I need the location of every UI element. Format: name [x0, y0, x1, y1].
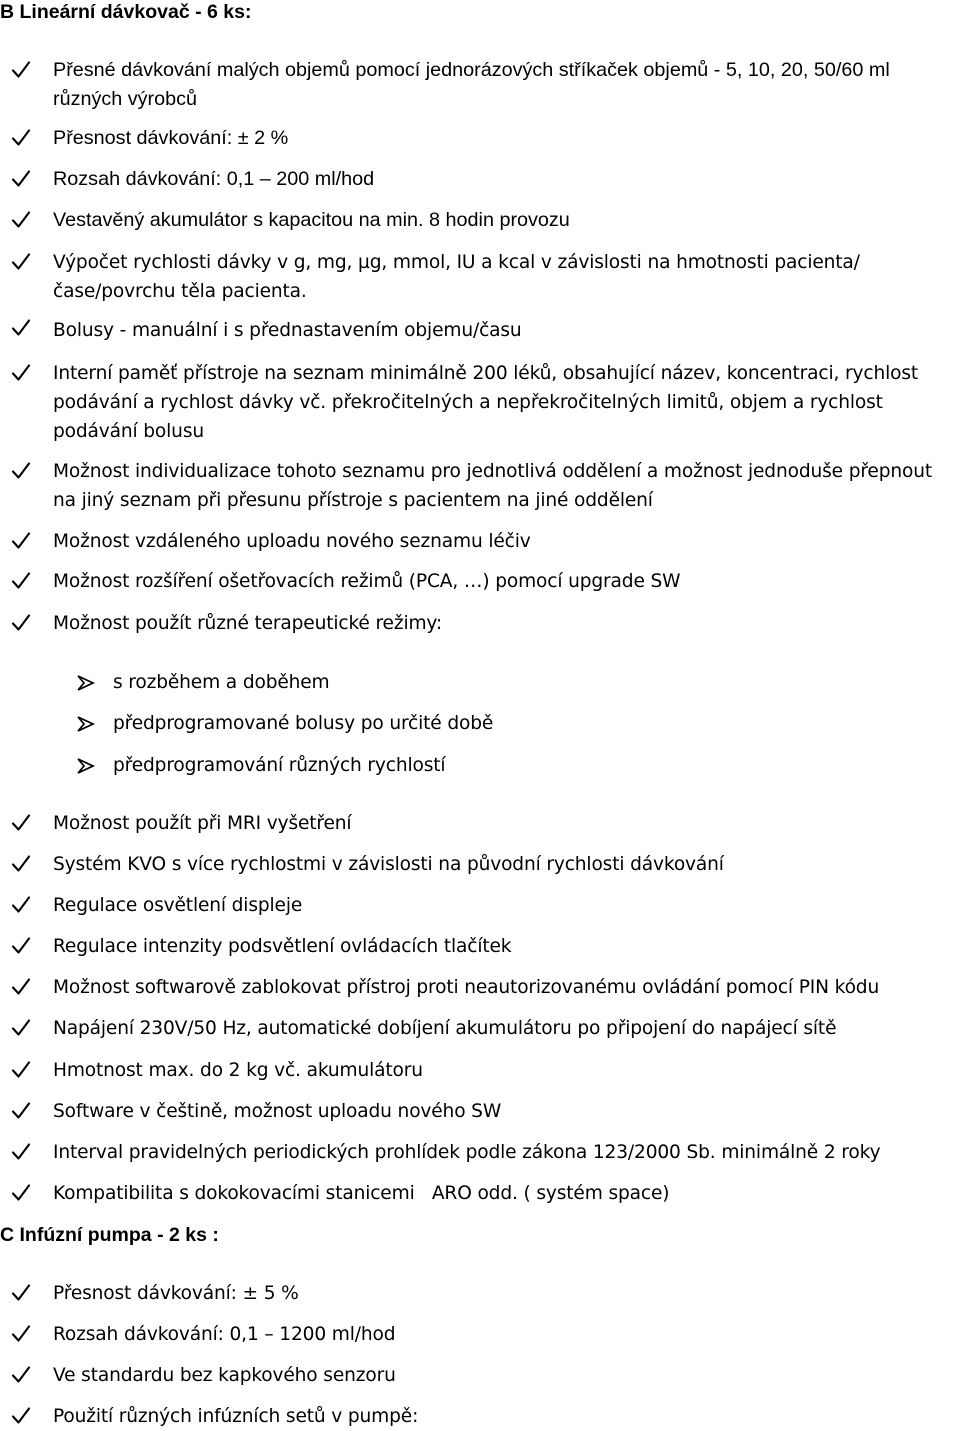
check-mark-icon [10, 976, 32, 998]
check-mark-icon [10, 168, 32, 190]
list-item-text: Software v češtině, možnost uploadu nového SW [53, 1101, 502, 1122]
check-mark-icon [10, 1059, 32, 1081]
check-mark-icon [10, 812, 32, 834]
list-item-text: Vestavěný akumulátor s kapacitou na min. 8 hodin provozu [53, 209, 570, 231]
sub-list-item-text: předprogramované bolusy po určité době [113, 713, 494, 734]
list-item-text: Kompatibilita s dokokovacími stanicemi ARO odd. ( systém space) [53, 1183, 670, 1204]
check-mark-icon [10, 1182, 32, 1204]
sub-list-item-text: předprogramování různých rychlostí [113, 755, 446, 776]
check-mark-icon [10, 894, 32, 916]
list-item-text: Rozsah dávkování: 0,1 – 200 ml/hod [53, 168, 375, 190]
check-mark-icon [10, 460, 32, 482]
check-mark-icon [10, 612, 32, 634]
check-mark-icon [10, 853, 32, 875]
arrow-bullet-icon [75, 672, 97, 694]
list-item-text: Rozsah dávkování: 0,1 – 1200 ml/hod [53, 1324, 396, 1345]
list-item-text: Přesnost dávkování: ± 2 % [53, 127, 289, 149]
check-mark-icon [10, 127, 32, 149]
check-mark-icon [10, 251, 32, 273]
check-mark-icon [10, 1100, 32, 1122]
list-item-text: Interval pravidelných periodických prohlídek podle zákona 123/2000 Sb. minimálně 2 roky [53, 1142, 881, 1163]
check-mark-icon [10, 317, 32, 339]
check-mark-icon [10, 1282, 32, 1304]
check-mark-icon [10, 362, 32, 384]
check-mark-icon [10, 1405, 32, 1427]
list-item-text: Možnost vzdáleného uploadu nového seznamu léčiv [53, 531, 531, 552]
arrow-bullet-icon [75, 755, 97, 777]
list-item-text: Přesnost dávkování: ± 5 % [53, 1283, 299, 1304]
list-item-text: Ve standardu bez kapkového senzoru [53, 1365, 396, 1386]
list-item-text: Hmotnost max. do 2 kg vč. akumulátoru [53, 1060, 423, 1081]
list-item-text: Regulace intenzity podsvětlení ovládacích tlačítek [53, 936, 512, 957]
check-mark-icon [10, 1323, 32, 1345]
check-mark-icon [10, 935, 32, 957]
section-c-heading: C Infúzní pumpa - 2 ks : [0, 1224, 219, 1246]
check-mark-icon [10, 1017, 32, 1039]
check-mark-icon [10, 1141, 32, 1163]
check-mark-icon [10, 530, 32, 552]
check-mark-icon [10, 209, 32, 231]
list-item-text: Použití různých infúzních setů v pumpě: [53, 1406, 419, 1427]
list-item-text: Bolusy - manuální i s přednastavením objemu/času [53, 320, 522, 341]
check-mark-icon [10, 1364, 32, 1386]
check-mark-icon [10, 570, 32, 592]
list-item-text: Možnost softwarově zablokovat přístroj proti neautorizovanému ovládání pomocí PIN kódu [53, 977, 880, 998]
sub-list-item-text: s rozběhem a doběhem [113, 672, 330, 693]
list-item-text: Výpočet rychlosti dávky v g, mg, µg, mmol, IU a kcal v závislosti na hmotnosti pacienta/čase/povrchu těla pacienta. [53, 252, 860, 302]
list-item-text: Interní paměť přístroje na seznam minimálně 200 léků, obsahující název, koncentraci, rychlost podávání a rychlost dávky vč. překročitelných a nepřekročitelných limitů, objem a rychlost podávání bolusu [53, 363, 919, 442]
section-b-heading: B Lineární dávkovač - 6 ks: [0, 1, 252, 23]
arrow-bullet-icon [75, 713, 97, 735]
list-item-text: Možnost individualizace tohoto seznamu pro jednotlivá oddělení a možnost jednoduše přepnout na jiný seznam při přesunu přístroje s pacientem na jiné oddělení [53, 461, 933, 511]
list-item-text: Možnost rozšíření ošetřovacích režimů (PCA, …) pomocí upgrade SW [53, 571, 681, 592]
list-item-text: Napájení 230V/50 Hz, automatické dobíjení akumulátoru po připojení do napájecí sítě [53, 1018, 837, 1039]
list-item-text: Možnost použít při MRI vyšetření [53, 813, 352, 834]
check-mark-icon [10, 59, 32, 81]
list-item-text: Systém KVO s více rychlostmi v závislosti na původní rychlosti dávkování [53, 854, 724, 875]
list-item-text: Přesné dávkování malých objemů pomocí jednorázových stříkaček objemů - 5, 10, 20, 50/60 ml různých výrobců [53, 59, 890, 110]
list-item-text: Regulace osvětlení displeje [53, 895, 303, 916]
list-item-text: Možnost použít různé terapeutické režimy: [53, 613, 443, 634]
